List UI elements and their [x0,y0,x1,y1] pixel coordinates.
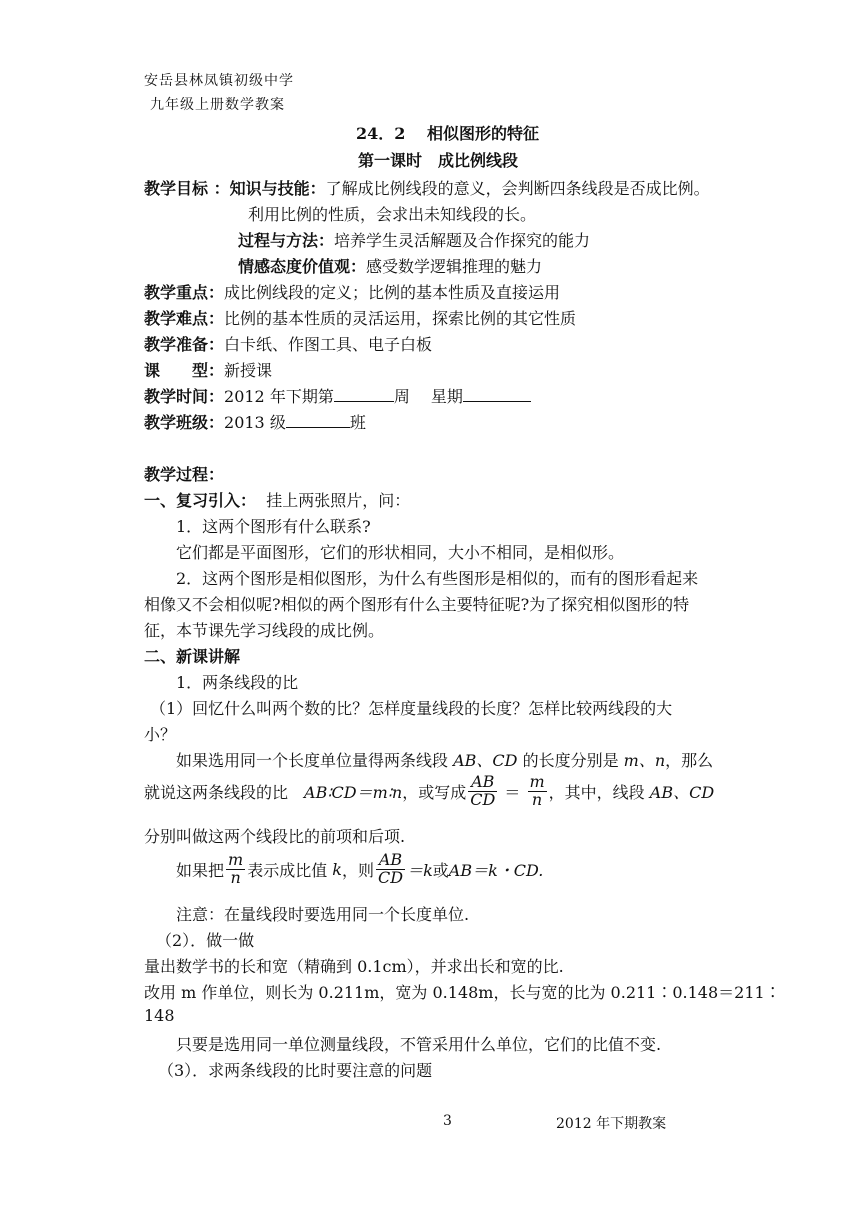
weekday-blank[interactable] [463,387,531,402]
fraction-denominator: CD [470,789,496,809]
fraction-numerator: AB [468,774,497,792]
paragraph-6-line-2: 148 [144,1006,175,1025]
fraction-denominator: n [531,789,543,809]
class-text-1: 2013 级 [224,413,286,432]
class-label: 教学班级： [144,413,225,432]
paragraph-2-line-1 [176,748,713,771]
time-text-1: 2012 年下期第 [224,387,334,406]
question-2-line-1: 2．这两个图形是相似图形，为什么有些图形是相似的，而有的图形看起来 [176,569,699,588]
time-label: 教学时间： [144,387,225,406]
objectives-label: 教学目标 ： [144,179,230,198]
p2-text-f: ，其中，线段 [548,782,650,802]
p3-text-c: ，则 [341,860,374,880]
process-heading: 教学过程： [144,465,225,484]
paragraph-3 [176,852,543,887]
page-number: 3 [443,1113,452,1129]
week-blank[interactable] [334,387,394,402]
class-blank[interactable] [286,413,350,428]
ab-cd: AB、CD [453,751,518,770]
time-text-2: 周 星期 [393,387,463,406]
fraction-ab-cd [468,774,497,809]
note: 注意：在量线段时要选用同一个长度单位. [176,905,470,924]
section-1 [144,488,410,511]
difficulties-text: 比例的基本性质的灵活运用，探索比例的其它性质 [224,309,577,328]
header-school: 安岳县林凤镇初级中学 [144,73,294,89]
knowledge-label: 知识与技能： [229,179,326,198]
equals-sign: ＝ [499,782,526,802]
section-2-heading: 二、新课讲解 [144,647,241,666]
paragraph-2-line-3: 分别叫做这两个线段比的前项和后项. [144,827,406,846]
ratio-equation: AB∶CD＝m∶n [304,782,403,802]
eq-prod: AB＝k・CD. [448,860,544,880]
m-n: m、n [623,751,666,770]
knowledge-text: 了解成比例线段的意义，会判断四条线段是否成比例。 [325,179,710,198]
lesson-type-text: 新授课 [224,361,273,380]
difficulties [144,306,576,329]
p3-text-b: 表示成比值 [247,860,333,880]
process-objective [238,228,590,251]
teaching-class [144,410,366,433]
process-text: 培养学生灵活解题及合作探究的能力 [334,231,591,250]
p2-text-b: 的长度分别是 [517,751,624,770]
preparation-text: 白卡纸、作图工具、电子白板 [224,335,433,354]
fraction-m-n [528,774,547,809]
difficulties-label: 教学难点： [144,309,225,328]
p2-text-e: ，或写成 [402,782,467,802]
k-symbol: k [332,859,342,879]
class-text-2: 班 [349,413,366,432]
fraction-numerator: m [228,850,244,869]
paragraph-2-line-2 [144,774,714,809]
emotion-objective [238,254,542,277]
preparation [144,332,432,355]
key-points [144,280,560,303]
knowledge-text-2: 利用比例的性质，会求出未知线段的长。 [248,205,537,224]
lesson-type-label: 课 型： [144,361,225,380]
answer-1: 它们都是平面图形，它们的形状相同，大小不相同，是相似形。 [176,543,625,562]
question-2-line-3: 征，本节课先学习线段的成比例。 [144,621,385,640]
preparation-label: 教学准备： [144,335,225,354]
lesson-type [144,358,272,381]
ab-cd-2: AB、CD [649,782,715,802]
fraction-ab-cd-2 [376,852,405,887]
fraction-numerator: AB [376,852,405,870]
question-1: 1．这两个图形有什么联系? [176,517,371,536]
paragraph-1-line-2: 小？ [144,725,177,744]
fraction-numerator: m [529,772,545,791]
paragraph-6-line-1: 改用 m 作单位，则长为 0.211m，宽为 0.148m，长与宽的比为 0.211∶0.148＝211∶ [144,983,781,1002]
subsection-1: 1．两条线段的比 [176,673,299,692]
key-points-label: 教学重点： [144,283,225,302]
fraction-denominator: CD [378,867,404,887]
question-2-line-2: 相像又不会相似呢?相似的两个图形有什么主要特征呢?为了探究相似图形的特 [144,595,690,614]
paragraph-8: （3）．求两条线段的比时要注意的问题 [158,1061,433,1080]
paragraph-5: 量出数学书的长和宽（精确到 0.1cm），并求出长和宽的比. [144,957,564,976]
section-1-text: 挂上两张照片，问： [266,491,411,510]
emotion-text: 感受数学逻辑推理的魅力 [366,257,543,276]
paragraph-4: （2）．做一做 [156,931,255,950]
p3-text-a: 如果把 [176,860,225,880]
paragraph-7: 只要是选用同一单位测量线段，不管采用什么单位，它们的比值不变. [176,1035,662,1054]
fraction-m-n-2 [226,852,245,887]
footer-label: 2012 年下期教案 [556,1116,667,1132]
p3-text-d: 或 [432,860,449,880]
fraction-denominator: n [230,867,241,887]
header-course: 九年级上册数学教案 [150,97,285,113]
process-label: 过程与方法： [238,231,335,250]
key-points-text: 成比例线段的定义；比例的基本性质及直接运用 [224,283,561,302]
emotion-label: 情感态度价值观： [238,257,367,276]
p2-text-c: ，那么 [665,751,714,770]
objectives-line [144,176,710,199]
p2-text-d: 就说这两条线段的比 [144,782,305,802]
section-1-label: 一、复习引入： [144,491,257,510]
teaching-time [144,384,531,407]
eq-k: ＝k [407,860,433,880]
p2-text-a: 如果选用同一个长度单位量得两条线段 [176,751,454,770]
paragraph-1-line-1: （1）回忆什么叫两个数的比？怎样度量线段的长度？怎样比较两线段的大 [150,699,673,718]
lesson-subtitle: 第一课时 成比例线段 [358,151,519,170]
page-title: 24．2 相似图形的特征 [356,124,539,143]
